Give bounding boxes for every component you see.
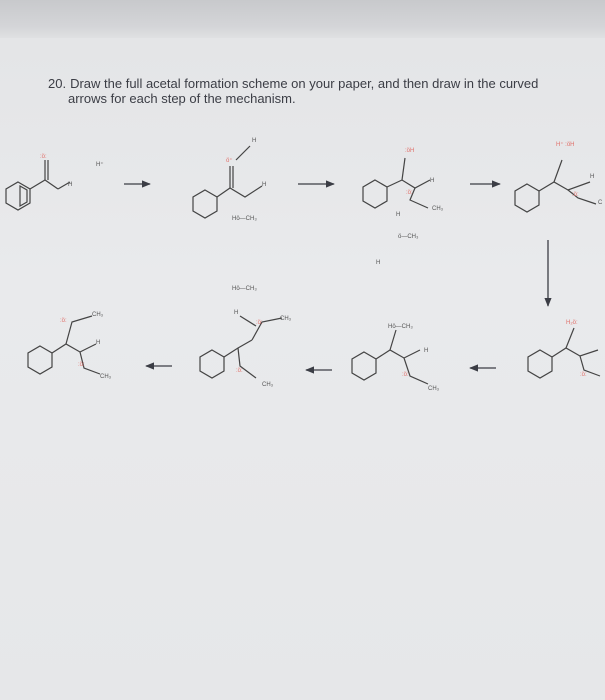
label-h-7: H <box>234 310 239 316</box>
molecule-oxonium-adduct <box>363 158 430 208</box>
label-ch3-6: CH₃ <box>428 386 440 392</box>
label-h-3c: H <box>376 260 381 266</box>
question-number: 20. <box>48 76 67 91</box>
label-ch3-8a: CH₃ <box>92 312 104 318</box>
label-h-8: H <box>96 340 101 346</box>
label-c-4: C <box>598 200 603 206</box>
molecule-acetal <box>28 316 100 374</box>
label-h-3: H <box>430 178 435 184</box>
label-h-oh-4: H⁺ :öH <box>556 142 575 148</box>
label-methanol-1: Hö—CH₃ <box>232 216 257 222</box>
molecule-hemiacetal <box>515 160 596 212</box>
label-o-lone-6: :ö: <box>402 372 409 378</box>
molecule-oxocarbenium <box>352 330 428 384</box>
molecule-benzaldehyde <box>6 160 73 210</box>
label-methanol-3: Hö—CH₃ <box>388 324 413 330</box>
label-oh-3: :öH <box>405 148 415 154</box>
label-h-3b: H <box>396 212 401 218</box>
label-o-lone-8b: :ö: <box>78 362 85 368</box>
label-o-plus-2: ö⁺ <box>226 158 233 164</box>
question-line-1: Draw the full acetal formation scheme on your paper, and then draw in the curved <box>70 76 539 91</box>
label-ch3-7a: CH₃ <box>280 316 292 322</box>
label-h-2a: H <box>252 138 257 144</box>
label-ch3-3: CH₃ <box>432 206 444 212</box>
label-o-lone-7: :ö: <box>256 320 263 326</box>
label-o-lone-4: :ö: <box>572 192 579 198</box>
label-h-plus: H⁺ <box>96 162 104 168</box>
label-o-lone-3: :ö: <box>406 190 413 196</box>
label-methanol-2: Hö—CH₃ <box>232 286 257 292</box>
label-h-2b: H <box>262 182 267 188</box>
label-h2o: H₂ö: <box>566 320 578 326</box>
label-o-lone-pair-1: :ö: <box>40 154 47 160</box>
label-o-ch3-3: ö—CH₃ <box>398 234 419 240</box>
label-h-6: H <box>424 348 429 354</box>
molecule-protonated-carbonyl <box>193 146 262 218</box>
label-h-4: H <box>590 174 595 180</box>
label-ch3-7b: CH₃ <box>262 382 274 388</box>
label-ch3-8b: CH₃ <box>100 374 112 380</box>
label-o-lone-8a: :ö: <box>60 318 67 324</box>
label-o-lone-7b: :ö: <box>236 368 243 374</box>
label-h-1: H <box>68 182 73 188</box>
question-line-2: arrows for each step of the mechanism. <box>68 91 296 106</box>
label-o-lone-5: :ö: <box>580 372 587 378</box>
molecule-protonated-hemiacetal <box>528 328 600 378</box>
